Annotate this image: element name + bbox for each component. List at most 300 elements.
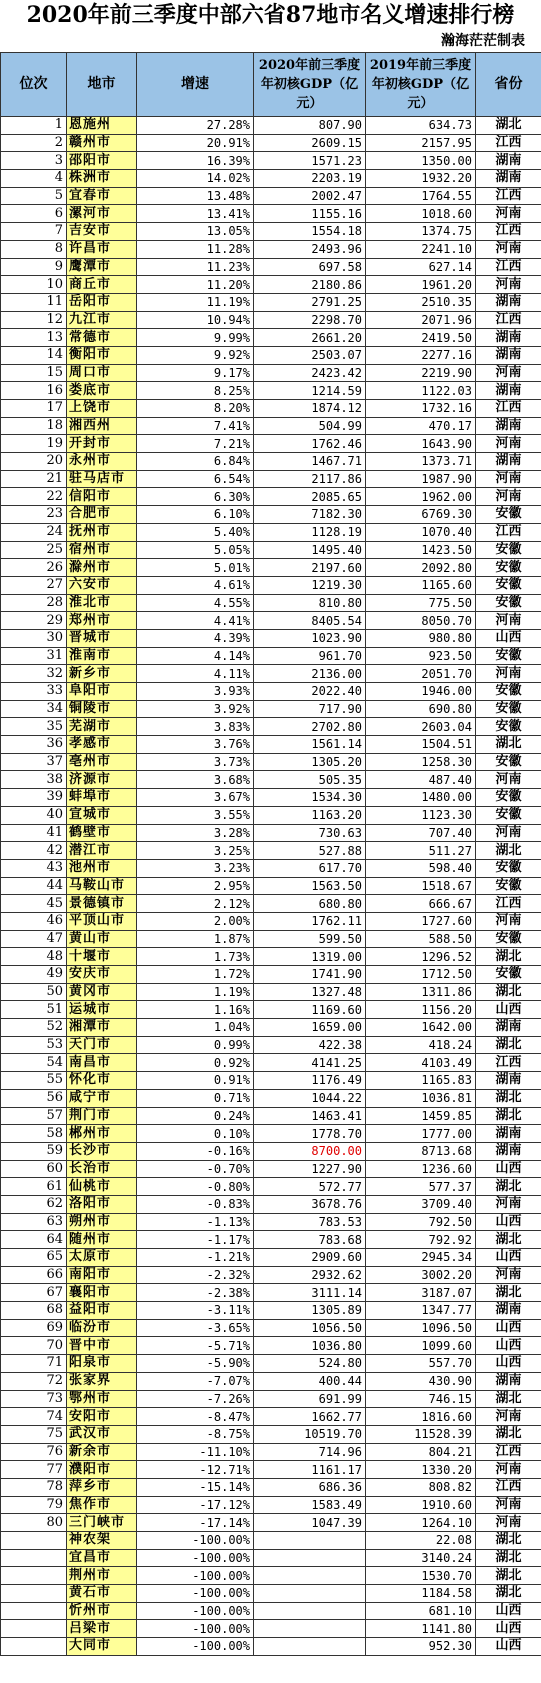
table-row [1,506,541,524]
province-cell: 江西 [476,1443,541,1461]
gdp-2020-cell: 810.80 [254,594,366,612]
gdp-2020-cell: 1463.41 [254,1107,366,1125]
gdp-2020-cell: 2180.86 [254,276,366,294]
city-cell: 萍乡市 [67,1478,137,1496]
city-cell: 忻州市 [67,1602,137,1620]
rank-cell: 43 [1,859,67,877]
city-cell: 潜江市 [67,842,137,860]
rank-cell: 44 [1,877,67,895]
table-row [1,382,541,400]
gdp-2020-cell: 2002.47 [254,187,366,205]
city-cell: 赣州市 [67,134,137,152]
rank-cell: 1 [1,117,67,135]
rank-cell: 79 [1,1496,67,1514]
header-rate: 增速 [137,53,254,117]
table-row [1,1019,541,1037]
gdp-2019-cell: 1036.81 [366,1089,476,1107]
gdp-2020-cell: 2203.19 [254,170,366,188]
table-row [1,1213,541,1231]
city-cell: 郴州市 [67,1125,137,1143]
growth-rate-cell: 13.48% [137,187,254,205]
province-cell: 湖南 [476,346,541,364]
province-cell: 湖北 [476,736,541,754]
rank-cell [1,1567,67,1585]
city-cell: 黄山市 [67,930,137,948]
gdp-2019-cell: 952.30 [366,1638,476,1656]
city-cell: 岳阳市 [67,293,137,311]
city-cell: 开封市 [67,435,137,453]
growth-rate-cell: 4.14% [137,647,254,665]
city-cell: 南昌市 [67,1054,137,1072]
table-row [1,1390,541,1408]
gdp-2020-cell: 2136.00 [254,665,366,683]
gdp-2020-cell: 2298.70 [254,311,366,329]
gdp-2020-cell: 2791.25 [254,293,366,311]
gdp-2020-cell: 783.53 [254,1213,366,1231]
growth-rate-cell: 7.41% [137,417,254,435]
gdp-2020-cell: 1161.17 [254,1461,366,1479]
table-row [1,1337,541,1355]
city-cell: 安阳市 [67,1408,137,1426]
growth-rate-cell: 2.95% [137,877,254,895]
province-cell: 山西 [476,1355,541,1373]
gdp-2019-cell: 1184.58 [366,1585,476,1603]
growth-rate-cell: 2.00% [137,912,254,930]
gdp-2019-cell: 1165.83 [366,1072,476,1090]
province-cell: 湖南 [476,329,541,347]
gdp-2019-cell: 1777.00 [366,1125,476,1143]
rank-cell: 46 [1,912,67,930]
page-title: 2020年前三季度中部六省87地市名义增速排行榜 [26,2,515,28]
province-cell: 河南 [476,435,541,453]
city-cell: 武汉市 [67,1425,137,1443]
table-row [1,152,541,170]
province-cell: 湖北 [476,1089,541,1107]
province-cell: 山西 [476,1001,541,1019]
gdp-2019-cell: 775.50 [366,594,476,612]
table-row [1,859,541,877]
province-cell: 湖北 [476,1585,541,1603]
rank-cell: 7 [1,223,67,241]
gdp-2020-cell: 1659.00 [254,1019,366,1037]
province-cell: 湖南 [476,1302,541,1320]
city-cell: 晋城市 [67,629,137,647]
province-cell: 安徽 [476,683,541,701]
table-row [1,966,541,984]
gdp-2019-cell: 2241.10 [366,240,476,258]
city-cell: 黄石市 [67,1585,137,1603]
rank-cell: 49 [1,966,67,984]
city-cell: 吕梁市 [67,1620,137,1638]
rank-cell: 4 [1,170,67,188]
province-cell: 湖南 [476,1142,541,1160]
table-row [1,877,541,895]
gdp-2019-cell: 1311.86 [366,983,476,1001]
rank-cell [1,1620,67,1638]
gdp-2019-cell: 690.80 [366,700,476,718]
table-row [1,1585,541,1603]
province-cell: 江西 [476,1054,541,1072]
rank-cell: 18 [1,417,67,435]
rank-cell: 72 [1,1372,67,1390]
gdp-2020-cell: 2661.20 [254,329,366,347]
rank-cell: 20 [1,453,67,471]
city-cell: 黄冈市 [67,983,137,1001]
table-row [1,1054,541,1072]
table-row [1,187,541,205]
rank-cell [1,1585,67,1603]
table-row [1,629,541,647]
table-row [1,806,541,824]
city-cell: 三门峡市 [67,1514,137,1532]
gdp-2019-cell: 8050.70 [366,612,476,630]
growth-rate-cell: 16.39% [137,152,254,170]
growth-rate-cell: -100.00% [137,1620,254,1638]
rank-cell: 67 [1,1284,67,1302]
gdp-2019-cell: 2603.04 [366,718,476,736]
gdp-2019-cell: 1816.60 [366,1408,476,1426]
city-cell: 十堰市 [67,948,137,966]
province-cell: 江西 [476,258,541,276]
rank-cell: 47 [1,930,67,948]
table-row [1,842,541,860]
gdp-2019-cell: 1374.75 [366,223,476,241]
gdp-2019-cell: 577.37 [366,1178,476,1196]
table-row [1,1602,541,1620]
city-cell: 滁州市 [67,559,137,577]
gdp-2019-cell: 3709.40 [366,1195,476,1213]
rank-cell: 60 [1,1160,67,1178]
city-cell: 宜昌市 [67,1549,137,1567]
gdp-2019-cell: 1236.60 [366,1160,476,1178]
gdp-2019-cell: 923.50 [366,647,476,665]
city-cell: 娄底市 [67,382,137,400]
gdp-2020-cell: 3678.76 [254,1195,366,1213]
gdp-2020-cell: 1169.60 [254,1001,366,1019]
city-cell: 宜春市 [67,187,137,205]
growth-rate-cell: 4.61% [137,576,254,594]
gdp-2019-cell: 470.17 [366,417,476,435]
growth-rate-cell: -100.00% [137,1549,254,1567]
table-row [1,1549,541,1567]
growth-rate-cell: 1.73% [137,948,254,966]
table-row [1,1355,541,1373]
table-row [1,576,541,594]
rank-cell: 56 [1,1089,67,1107]
city-cell: 淮南市 [67,647,137,665]
province-cell: 湖南 [476,170,541,188]
gdp-2020-cell: 2702.80 [254,718,366,736]
table-row [1,753,541,771]
growth-rate-cell: 3.83% [137,718,254,736]
city-cell: 马鞍山市 [67,877,137,895]
table-row [1,895,541,913]
gdp-2019-cell: 1764.55 [366,187,476,205]
table-row [1,1089,541,1107]
table-row [1,594,541,612]
table-row [1,789,541,807]
growth-rate-cell: 6.30% [137,488,254,506]
province-cell: 河南 [476,364,541,382]
gdp-2020-cell: 527.88 [254,842,366,860]
header-city: 地市 [67,53,137,117]
rank-cell: 70 [1,1337,67,1355]
province-cell: 湖北 [476,1107,541,1125]
table-row [1,1408,541,1426]
gdp-2020-cell: 599.50 [254,930,366,948]
rank-cell: 34 [1,700,67,718]
city-cell: 周口市 [67,364,137,382]
gdp-2020-cell: 730.63 [254,824,366,842]
city-cell: 济源市 [67,771,137,789]
province-cell: 安徽 [476,718,541,736]
gdp-2019-cell: 1727.60 [366,912,476,930]
rank-cell: 9 [1,258,67,276]
city-cell: 平顶山市 [67,912,137,930]
rank-cell: 61 [1,1178,67,1196]
gdp-2020-cell: 1741.90 [254,966,366,984]
table-row [1,912,541,930]
table-row [1,1319,541,1337]
gdp-2019-cell: 3187.07 [366,1284,476,1302]
rank-cell: 48 [1,948,67,966]
gdp-2020-cell: 2493.96 [254,240,366,258]
table-row [1,824,541,842]
gdp-2020-cell: 1778.70 [254,1125,366,1143]
header-gdp-2019: 2019年前三季度年初核GDP（亿元） [366,53,476,117]
province-cell: 安徽 [476,700,541,718]
province-cell: 湖南 [476,453,541,471]
table-row [1,1125,541,1143]
province-cell: 河南 [476,1408,541,1426]
gdp-2019-cell: 980.80 [366,629,476,647]
growth-rate-cell: -7.07% [137,1372,254,1390]
province-cell: 河南 [476,470,541,488]
gdp-2019-cell: 557.70 [366,1355,476,1373]
table-row [1,948,541,966]
city-cell: 咸宁市 [67,1089,137,1107]
rank-cell: 23 [1,506,67,524]
city-cell: 朔州市 [67,1213,137,1231]
table-row [1,240,541,258]
growth-rate-cell: 5.40% [137,523,254,541]
province-cell: 河南 [476,1266,541,1284]
credit-label: 瀚海茫茫制表 [441,33,525,49]
city-cell: 郑州市 [67,612,137,630]
city-cell: 襄阳市 [67,1284,137,1302]
rank-cell: 53 [1,1036,67,1054]
gdp-2020-cell: 1554.18 [254,223,366,241]
gdp-2019-cell: 8713.68 [366,1142,476,1160]
gdp-2020-cell: 524.80 [254,1355,366,1373]
rank-cell: 27 [1,576,67,594]
growth-rate-cell: -100.00% [137,1638,254,1656]
table-row [1,736,541,754]
gdp-2019-cell: 2945.34 [366,1249,476,1267]
table-body [1,117,541,1656]
gdp-2020-cell: 4141.25 [254,1054,366,1072]
table-row [1,293,541,311]
city-cell: 鄂州市 [67,1390,137,1408]
province-cell: 河南 [476,1195,541,1213]
province-cell: 湖南 [476,1125,541,1143]
province-cell: 安徽 [476,559,541,577]
rank-cell: 36 [1,736,67,754]
gdp-2019-cell: 1518.67 [366,877,476,895]
growth-rate-cell: -2.38% [137,1284,254,1302]
rank-cell: 73 [1,1390,67,1408]
gdp-2019-cell: 2510.35 [366,293,476,311]
gdp-2019-cell: 1347.77 [366,1302,476,1320]
city-cell: 新余市 [67,1443,137,1461]
table-row [1,1036,541,1054]
header-rank: 位次 [1,53,67,117]
growth-rate-cell: -100.00% [137,1585,254,1603]
table-row [1,541,541,559]
city-cell: 鹰潭市 [67,258,137,276]
gdp-2020-cell: 1227.90 [254,1160,366,1178]
growth-rate-cell: 3.68% [137,771,254,789]
gdp-2020-cell: 1327.48 [254,983,366,1001]
gdp-2020-cell [254,1567,366,1585]
gdp-2019-cell: 418.24 [366,1036,476,1054]
growth-rate-cell: 3.28% [137,824,254,842]
gdp-2020-cell: 1583.49 [254,1496,366,1514]
rank-cell: 22 [1,488,67,506]
growth-rate-cell: 3.92% [137,700,254,718]
gdp-2019-cell: 1258.30 [366,753,476,771]
rank-cell: 26 [1,559,67,577]
province-cell: 湖北 [476,1390,541,1408]
growth-rate-cell: 6.54% [137,470,254,488]
rank-cell: 33 [1,683,67,701]
city-cell: 永州市 [67,453,137,471]
city-cell: 许昌市 [67,240,137,258]
gdp-2019-cell: 627.14 [366,258,476,276]
province-cell: 安徽 [476,877,541,895]
table-row [1,647,541,665]
gdp-2020-cell: 2022.40 [254,683,366,701]
city-cell: 蚌埠市 [67,789,137,807]
gdp-2020-cell: 2423.42 [254,364,366,382]
gdp-2020-cell: 2609.15 [254,134,366,152]
rank-cell: 13 [1,329,67,347]
gdp-2019-cell: 588.50 [366,930,476,948]
gdp-2020-cell: 783.68 [254,1231,366,1249]
rank-cell: 35 [1,718,67,736]
table-row [1,258,541,276]
province-cell: 河南 [476,912,541,930]
province-cell: 湖北 [476,1231,541,1249]
gdp-2019-cell: 1504.51 [366,736,476,754]
gdp-2019-cell: 2071.96 [366,311,476,329]
gdp-2019-cell: 1070.40 [366,523,476,541]
gdp-2020-cell: 1874.12 [254,400,366,418]
city-cell: 邵阳市 [67,152,137,170]
growth-rate-cell: 1.19% [137,983,254,1001]
rank-cell: 39 [1,789,67,807]
city-cell: 商丘市 [67,276,137,294]
table-row [1,453,541,471]
province-cell: 山西 [476,1638,541,1656]
city-cell: 株洲市 [67,170,137,188]
rank-cell: 80 [1,1514,67,1532]
growth-rate-cell: -100.00% [137,1532,254,1550]
city-cell: 运城市 [67,1001,137,1019]
province-cell: 湖北 [476,1425,541,1443]
gdp-2020-cell: 1495.40 [254,541,366,559]
province-cell: 湖北 [476,1284,541,1302]
city-cell: 新乡市 [67,665,137,683]
city-cell: 淮北市 [67,594,137,612]
province-cell: 河南 [476,205,541,223]
growth-rate-cell: 8.25% [137,382,254,400]
table-row [1,983,541,1001]
growth-rate-cell: -15.14% [137,1478,254,1496]
province-cell: 山西 [476,629,541,647]
gdp-2019-cell: 1122.03 [366,382,476,400]
gdp-2020-cell: 10519.70 [254,1425,366,1443]
gdp-2020-cell: 400.44 [254,1372,366,1390]
province-cell: 河南 [476,612,541,630]
gdp-2020-cell: 686.36 [254,1478,366,1496]
gdp-2019-cell: 2219.90 [366,364,476,382]
gdp-2019-cell: 634.73 [366,117,476,135]
gdp-2020-cell: 3111.14 [254,1284,366,1302]
gdp-2019-cell: 2092.80 [366,559,476,577]
gdp-2019-cell: 1910.60 [366,1496,476,1514]
province-cell: 安徽 [476,647,541,665]
growth-rate-cell: 4.39% [137,629,254,647]
growth-rate-cell: -2.32% [137,1266,254,1284]
city-cell: 怀化市 [67,1072,137,1090]
growth-rate-cell: -0.70% [137,1160,254,1178]
gdp-2019-cell: 666.67 [366,895,476,913]
gdp-2020-cell: 691.99 [254,1390,366,1408]
gdp-2020-cell: 961.70 [254,647,366,665]
rank-cell [1,1638,67,1656]
gdp-2020-cell: 2909.60 [254,1249,366,1267]
growth-rate-cell: 7.21% [137,435,254,453]
rank-cell: 74 [1,1408,67,1426]
province-cell: 山西 [476,1602,541,1620]
growth-rate-cell: -0.16% [137,1142,254,1160]
gdp-2020-cell: 504.99 [254,417,366,435]
gdp-2020-cell: 1163.20 [254,806,366,824]
growth-rate-cell: 14.02% [137,170,254,188]
city-cell: 湘潭市 [67,1019,137,1037]
growth-rate-cell: 3.93% [137,683,254,701]
province-cell: 江西 [476,1478,541,1496]
rank-cell: 17 [1,400,67,418]
table-row [1,683,541,701]
province-cell: 湖南 [476,293,541,311]
gdp-2020-cell [254,1620,366,1638]
gdp-2020-cell [254,1638,366,1656]
table-row [1,1638,541,1656]
gdp-2020-cell: 2117.86 [254,470,366,488]
gdp-2019-cell: 1096.50 [366,1319,476,1337]
gdp-2020-cell: 8700.00 [254,1142,366,1160]
gdp-2020-cell: 8405.54 [254,612,366,630]
gdp-2020-cell: 1534.30 [254,789,366,807]
gdp-2019-cell: 598.40 [366,859,476,877]
growth-rate-cell: 6.10% [137,506,254,524]
province-cell: 湖北 [476,983,541,1001]
province-cell: 湖北 [476,948,541,966]
growth-rate-cell: -5.90% [137,1355,254,1373]
table-row [1,117,541,135]
